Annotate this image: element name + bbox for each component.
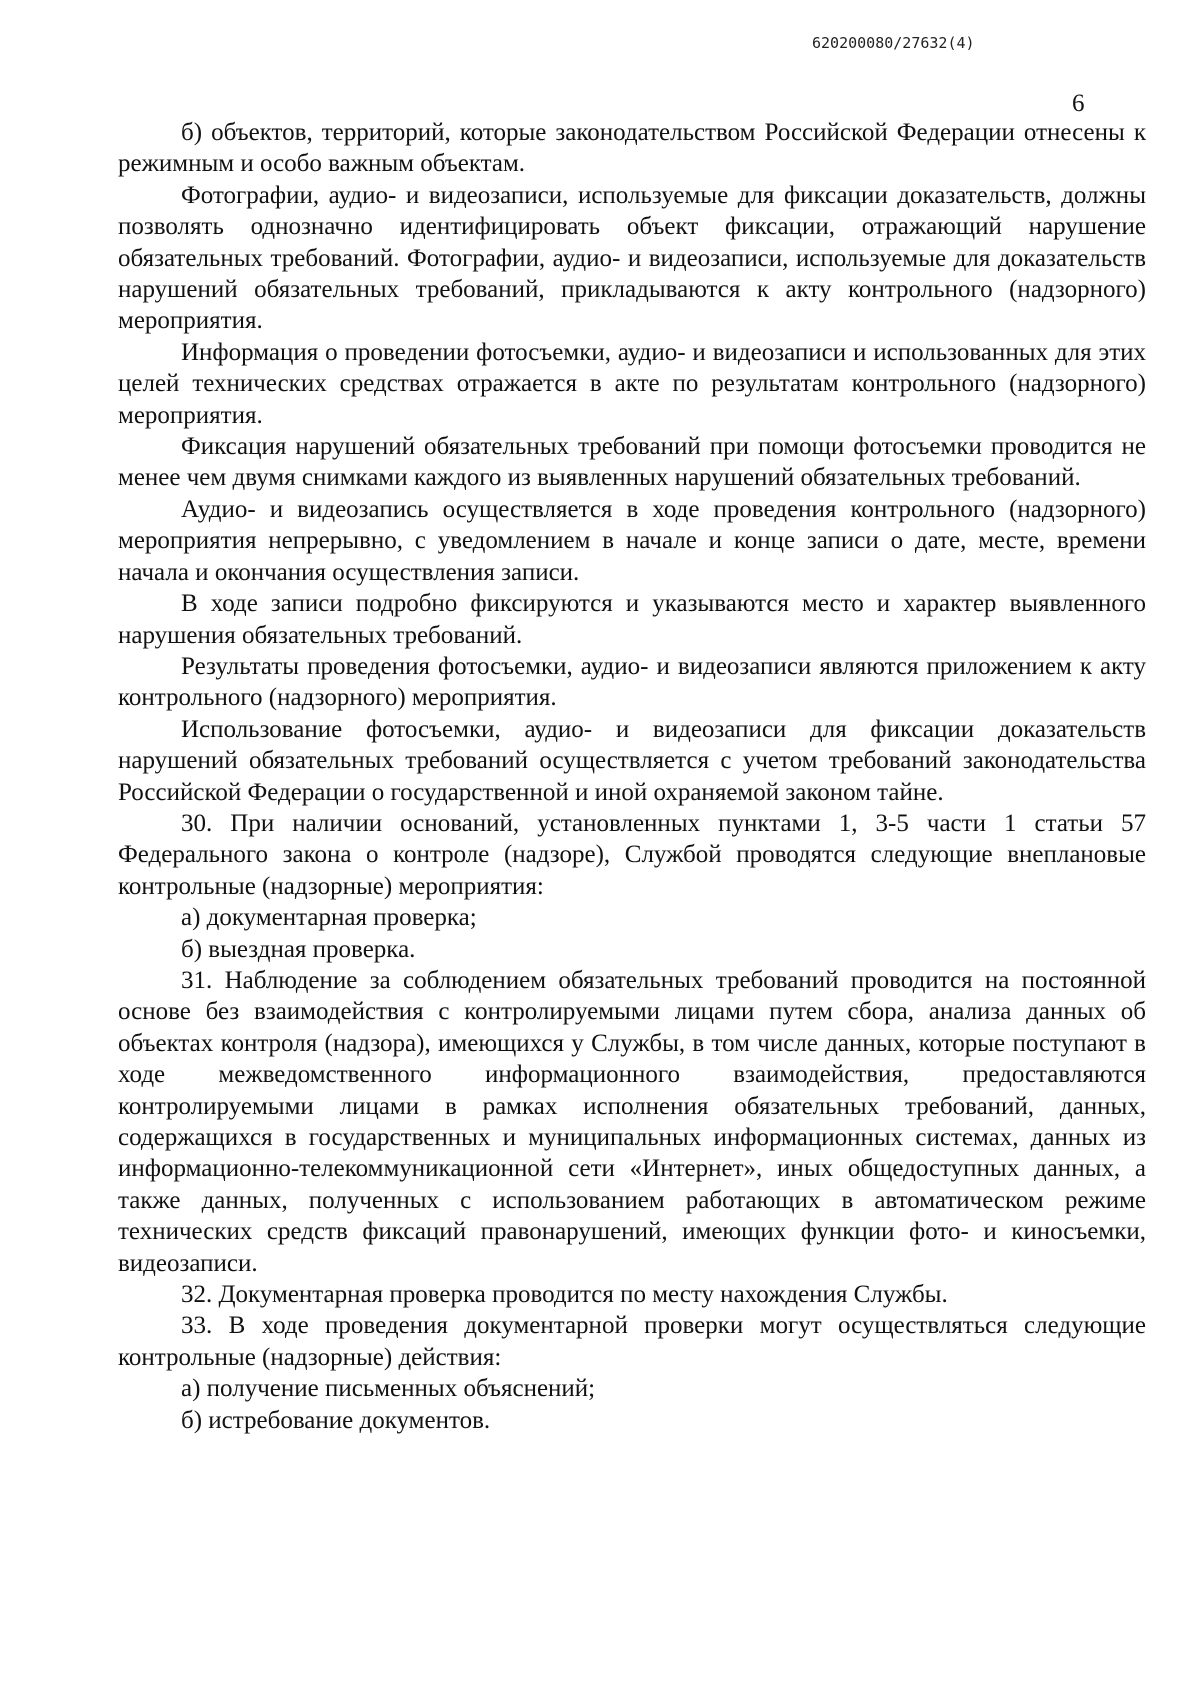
paragraph: 30. При наличии оснований, установленных пунктами 1, 3-5 части 1 статьи 57 Федерального закона о контроле (надзоре), Службой проводятся следующие внеплановые контрольные (надзорные) мероприятия: — [118, 809, 1146, 900]
list-item: б) истребование документов. — [181, 1406, 491, 1434]
paragraph: 32. Документарная проверка проводится по месту нахождения Службы. — [181, 1281, 948, 1309]
list-item: а) получение письменных объяснений; — [181, 1375, 596, 1403]
paragraph: Аудио- и видеозапись осуществляется в ходе проведения контрольного (надзорного) мероприятия непрерывно, с уведомлением в начале и конце записи о дате, месте, времени начала и окончания осуществления записи. — [118, 495, 1146, 586]
paragraph: Использование фотосъемки, аудио- и видеозаписи для фиксации доказательств нарушений обязательных требований осуществляется с учетом требований законодательства Российской Федерации о государственной и иной охраняемой законом тайне. — [118, 715, 1146, 806]
paragraph: Фиксация нарушений обязательных требований при помощи фотосъемки проводится не менее чем двумя снимками каждого из выявленных нарушений обязательных требований. — [118, 433, 1146, 492]
paragraph: 31. Наблюдение за соблюдением обязательных требований проводится на постоянной основе без взаимодействия с контролируемыми лицами путем сбора, анализа данных об объектах контроля (надзора), имеющихся у Службы, в том числе данных, которые поступают в ходе межведомственного информационного взаимодействия, предоставляются контролируемыми лицами в рамках исполнения обязательных требований, данных, содержащихся в государственных и муниципальных информационных системах, данных из информационно-телекоммуникационной сети «Интернет», иных общедоступных данных, а также данных, полученных с использованием работающих в автоматическом режиме технических средств фиксаций правонарушений, имеющих функции фото- и киносъемки, видеозаписи. — [118, 966, 1146, 1277]
document-body — [118, 117, 1146, 1436]
page-number: 6 — [1072, 90, 1085, 117]
list-item: а) документарная проверка; — [181, 904, 477, 932]
paragraph: Фотографии, аудио- и видеозаписи, используемые для фиксации доказательств, должны позволять однозначно идентифицировать объект фиксации, отражающий нарушение обязательных требований. Фотографии, аудио- и видеозаписи, используемые для доказательств нарушений обязательных требований, прикладываются к акту контрольного (надзорного) мероприятия. — [118, 181, 1146, 335]
list-item: б) выездная проверка. — [181, 935, 416, 963]
paragraph: В ходе записи подробно фиксируются и указываются место и характер выявленного нарушения обязательных требований. — [118, 590, 1146, 649]
paragraph: Информация о проведении фотосъемки, аудио- и видеозаписи и использованных для этих целей технических средствах отражается в акте по результатам контрольного (надзорного) мероприятия. — [118, 338, 1146, 429]
paragraph: 33. В ходе проведения документарной проверки могут осуществляться следующие контрольные (надзорные) действия: — [118, 1312, 1146, 1371]
document-id: 620200080/27632(4) — [812, 34, 975, 52]
paragraph: б) объектов, территорий, которые законодательством Российской Федерации отнесены к режимным и особо важным объектам. — [118, 119, 1146, 178]
paragraph: Результаты проведения фотосъемки, аудио- и видеозаписи являются приложением к акту контрольного (надзорного) мероприятия. — [118, 652, 1146, 712]
